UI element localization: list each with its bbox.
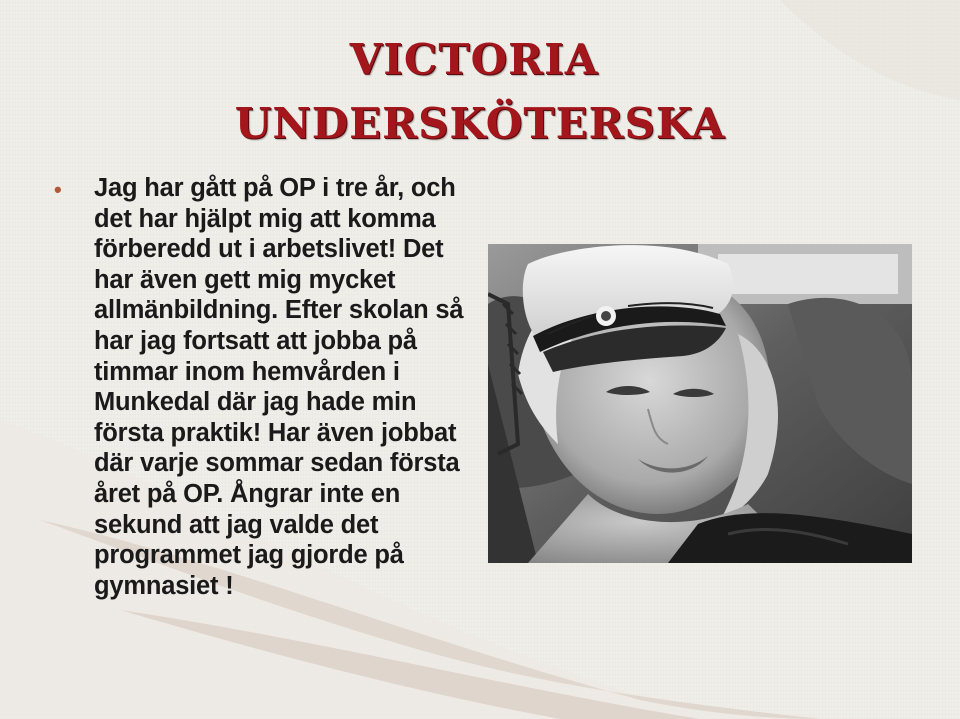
bullet-icon: • [54,177,62,202]
title-profession: UNDERSKÖTERSKA [234,99,726,148]
portrait-photo-icon [488,244,912,563]
portrait-photo [488,244,912,563]
title-name: VICTORIA [349,35,599,84]
bullet-text: Jag har gått på OP i tre år, och det har hjälpt mig att komma förberedd ut i arbetslivet! Det har även gett mig mycket allmänbildning. Efter skolan så har jag fortsatt att jobba på timmar inom hemvården i Munkedal där jag hade min första praktik! Har även jobbat där varje sommar sedan första året på OP. Ångrar inte en sekund att jag valde det programmet jag gjorde på gymnasiet ! [94,174,464,600]
bullet-list [52,173,472,601]
list-item [52,173,472,601]
